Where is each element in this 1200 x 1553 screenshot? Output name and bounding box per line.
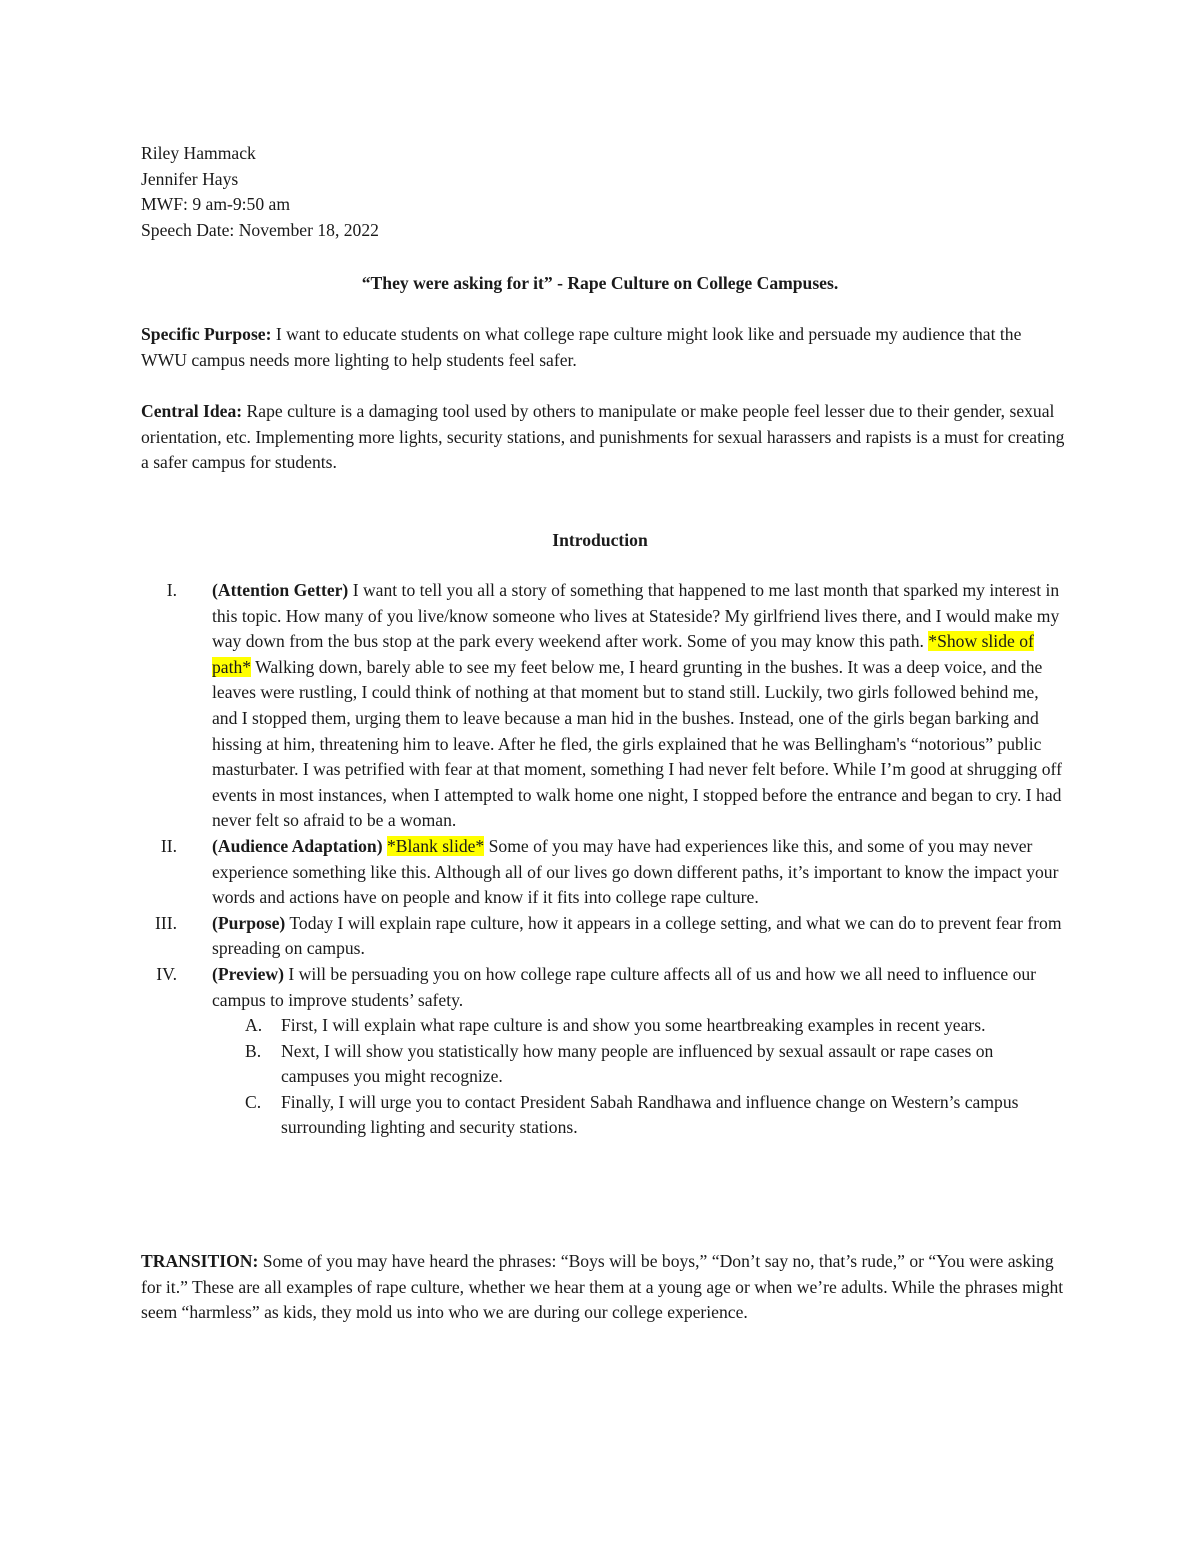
- sub-item-text: Finally, I will urge you to contact President Sabah Randhawa and influence change on Western’s campus surrounding lighting and security stations.: [281, 1091, 1019, 1138]
- sub-list-item: [141, 1090, 1071, 1141]
- specific-purpose-label: Specific Purpose:: [141, 324, 272, 344]
- item-numeral: IV.: [156, 963, 177, 984]
- header-block: [141, 141, 1081, 243]
- list-item: [141, 578, 1071, 834]
- sub-item-text: Next, I will show you statistically how many people are influenced by sexual assault or rape cases on campuses you might recognize.: [281, 1040, 994, 1087]
- list-item: [141, 962, 1071, 1013]
- document-title: “They were asking for it” - Rape Culture on College Campuses.: [361, 273, 839, 293]
- specific-purpose: [141, 322, 1071, 373]
- item-numeral: I.: [166, 580, 177, 600]
- author-name: Riley Hammack: [141, 143, 256, 163]
- central-idea-label: Central Idea:: [141, 401, 243, 421]
- transition-text: Some of you may have heard the phrases: “Boys will be boys,” “Don’t say no, that’s rude,” or “You were asking for it.” These are all examples of rape culture, whether we hear them at a young age or when we’re adults. While the phrases might seem “harmless” as kids, they mold us into who we are during our college experience.: [141, 1251, 1064, 1323]
- sub-item-letter: B.: [245, 1040, 262, 1061]
- transition-label: TRANSITION:: [141, 1251, 259, 1271]
- class-schedule: MWF: 9 am-9:50 am: [141, 194, 291, 215]
- item-text-continued: Walking down, barely able to see my feet below me, I heard grunting in the bushes. It was a deep voice, and the leaves were rustling, I could think of nothing at that moment but to stand still. Luckily, two girls followed behind me, and I stopped them, urging them to leave because a man hid in the bushes. Instead, one of the girls began barking and hissing at him, threatening him to leave. After he fled, the girls explained that he was Bellingham's “notorious” public masturbater. I was petrified with fear at that moment, something I had never felt before. While I’m good at shrugging off events in most instances, when I attempted to walk home one night, I stopped before the entrance and began to cry. I had never felt so afraid to be a woman.: [212, 656, 1062, 831]
- item-text: I want to tell you all a story of something that happened to me last month that sparked my interest in this topic. How many of you live/know someone who lives at Stateside? My girlfriend lives there, and I would make my way down from the bus stop at the park every weekend after work. Some of you may know this path.: [212, 580, 1060, 652]
- sub-item-letter: A.: [245, 1015, 263, 1036]
- sub-list-item: [141, 1013, 1071, 1039]
- item-text-continued: Some of you may have had experiences like this, and some of you may never experience something like this. Although all of our lives go down different paths, it’s important to know the impact your words and actions have on people and know if it fits into college rape culture.: [212, 835, 1059, 908]
- highlighted-note: *Blank slide*: [386, 835, 485, 856]
- central-idea-text: Rape culture is a damaging tool used by others to manipulate or make people feel lesser due to their gender, sexual orientation, etc. Implementing more lights, security stations, and punishments for sexual harassers and rapists is a must for creating a safer campus for students.: [141, 401, 1065, 473]
- list-item: [141, 911, 1071, 962]
- central-idea: [141, 399, 1071, 476]
- sub-item-letter: C.: [245, 1091, 262, 1112]
- item-numeral: II.: [160, 835, 177, 856]
- specific-purpose-text: I want to educate students on what college rape culture might look like and persuade my audience that the WWU campus needs more lighting to help students feel safer.: [141, 324, 1022, 370]
- sub-item-text: First, I will explain what rape culture is and show you some heartbreaking examples in recent years.: [281, 1015, 986, 1036]
- transition-paragraph: [141, 1249, 1071, 1326]
- item-label: (Audience Adaptation): [212, 835, 383, 856]
- item-label: (Preview): [212, 963, 284, 984]
- highlighted-note: *Show slide of path*: [212, 631, 1034, 677]
- item-text: Today I will explain rape culture, how it appears in a college setting, and what we can do to prevent fear from spreading on campus.: [212, 912, 1062, 959]
- item-text: I will be persuading you on how college rape culture affects all of us and how we all need to influence our campus to improve students’ safety.: [212, 963, 1037, 1010]
- item-label: (Purpose): [212, 912, 286, 933]
- outline-list: [141, 578, 1071, 1141]
- item-label: (Attention Getter): [212, 580, 349, 600]
- instructor-name: Jennifer Hays: [141, 168, 239, 189]
- introduction-heading: Introduction: [552, 530, 648, 550]
- item-numeral: III.: [155, 912, 177, 933]
- sub-list-item: [141, 1039, 1071, 1090]
- list-item: [141, 834, 1071, 911]
- speech-date: Speech Date: November 18, 2022: [141, 219, 379, 240]
